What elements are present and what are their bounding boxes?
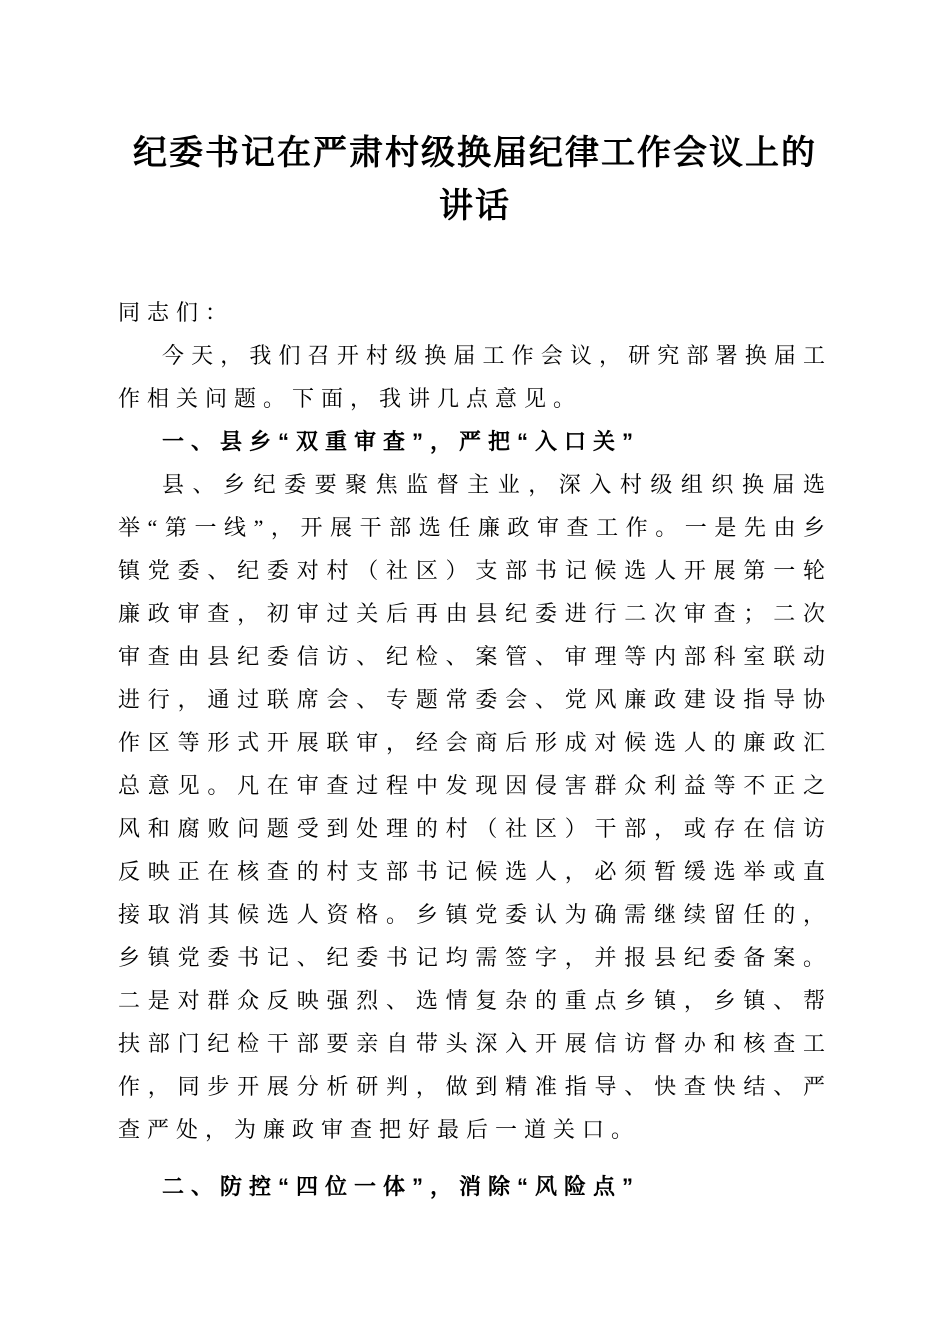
document-title: 纪委书记在严肃村级换届纪律工作会议上的讲话 — [133, 135, 817, 225]
paragraph-intro: 今天，我们召开村级换届工作会议，研究部署换届工作相关问题。下面，我讲几点意见。 — [118, 343, 832, 412]
section-heading-1: 一、县乡“双重审查”，严把“入口关” — [162, 429, 641, 455]
paragraph-section-1-body: 县、乡纪委要聚焦监督主业，深入村级组织换届选举“第一线”，开展干部选任廉政审查工作。一是先由乡镇党委、纪委对村（社区）支部书记候选人开展第一轮廉政审查，初审过关后再由县纪委进行二次审查；二次审查由县纪委信访、纪检、案管、审理等内部科室联动进行，通过联席会、专题常委会、党风廉政建设指导协作区等形式开展联审，经会商后形成对候选人的廉政汇总意见。凡在审查过程中发现因侵害群众利益等不正之风和腐败问题受到处理的村（社区）干部，或存在信访反映正在核查的村支部书记候选人，必须暂缓选举或直接取消其候选人资格。乡镇党委认为确需继续留任的，乡镇党委书记、纪委书记均需签字，并报县纪委备案。二是对群众反映强烈、选情复杂的重点乡镇，乡镇、帮扶部门纪检干部要亲自带头深入开展信访督办和核查工作，同步开展分析研判，做到精准指导、快查快结、严查严处，为廉政审查把好最后一道关口。 — [118, 472, 832, 1143]
paragraph-salutation: 同志们： — [118, 300, 235, 326]
section-heading-2: 二、防控“四位一体”，消除“风险点” — [162, 1174, 641, 1200]
